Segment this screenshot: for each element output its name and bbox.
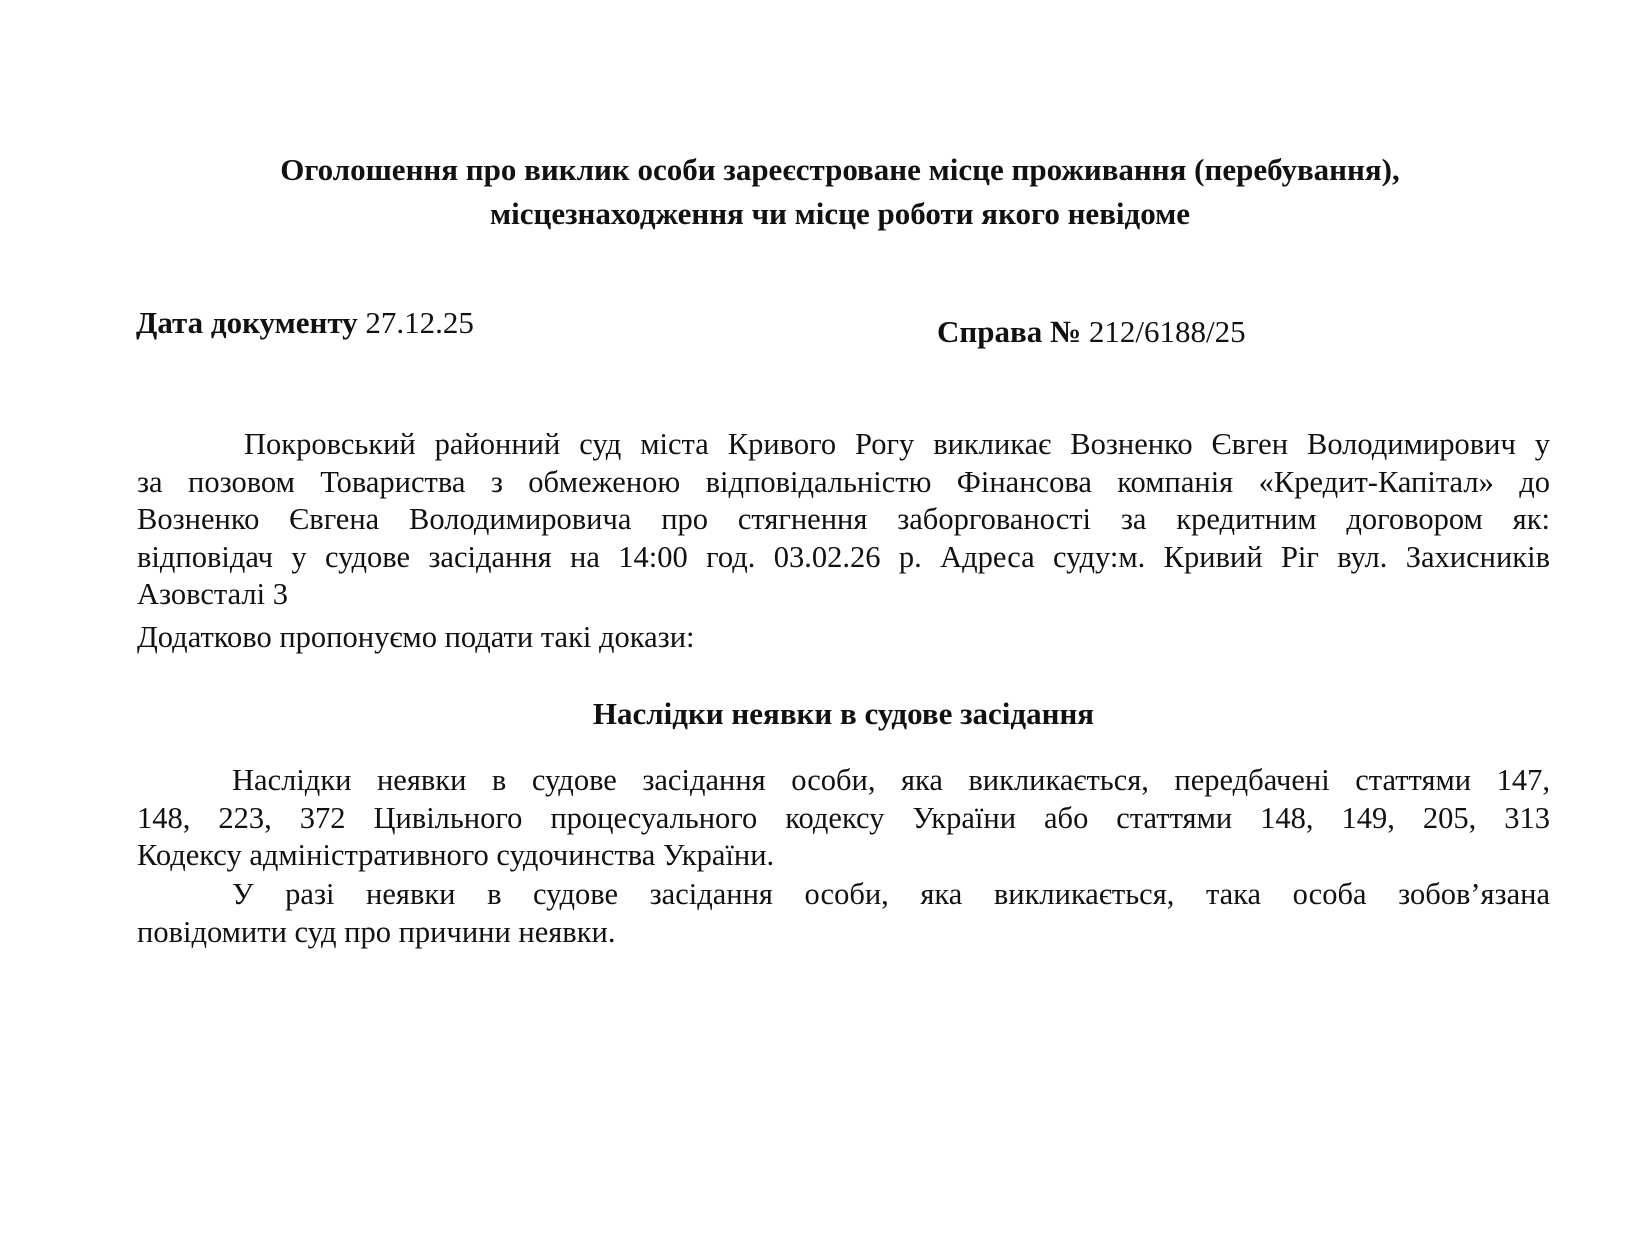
notify-line: У разі неявки в судове засідання особи, яка викликається, така особа зобов’язана [232,877,1550,911]
notice-title-line-1: Оголошення про виклик особи зареєстроване місце проживання (перебування), [280,152,1400,187]
summons-line: Азовсталі 3 [137,577,288,611]
notice-title [220,148,1460,236]
summons-line: за позовом Товариства з обмеженою відповідальністю Фінансова компанія «Кредит-Капітал» до [137,464,1550,499]
document-date-label: Дата документу [136,305,358,340]
evidence-line: Додатково пропонуємо подати такі докази: [137,620,695,654]
consequences-line: 148, 223, 372 Цивільного процесуального кодексу України або статтями 148, 149, 205, 313 [137,800,1550,835]
document-date [136,303,474,343]
summons-paragraph [137,426,1550,614]
notice-title-line-2: місцезнаходження чи місце роботи якого невідоме [489,196,1191,231]
evidence-paragraph [137,619,1550,657]
case-number-value: 212/6188/25 [1088,314,1246,349]
notify-line: повідомити суд про причини неявки. [137,914,616,949]
summons-line: Покровський районний суд міста Кривого Рогу викликає Возненко Євген Володимирович у [244,427,1550,461]
consequences-line: Наслідки неявки в судове засідання особи, яка викликається, передбачені статтями 147, [232,763,1550,797]
notify-paragraph [137,876,1550,951]
case-number-label: Справа № [937,314,1082,349]
document-date-value: 27.12.25 [365,305,474,340]
consequences-heading: Наслідки неявки в судове засідання [592,696,1095,731]
consequences-line: Кодексу адміністративного судочинства України. [137,838,775,872]
summons-line: Возненко Євгена Володимировича про стягнення заборгованості за кредитним договором як: [137,502,1550,536]
case-number [937,312,1246,352]
summons-line: відповідач у судове засідання на 14:00 год. 03.02.26 р. Адреса суду:м. Кривий Ріг вул. Захисників [137,539,1550,574]
consequences-paragraph [137,762,1550,875]
